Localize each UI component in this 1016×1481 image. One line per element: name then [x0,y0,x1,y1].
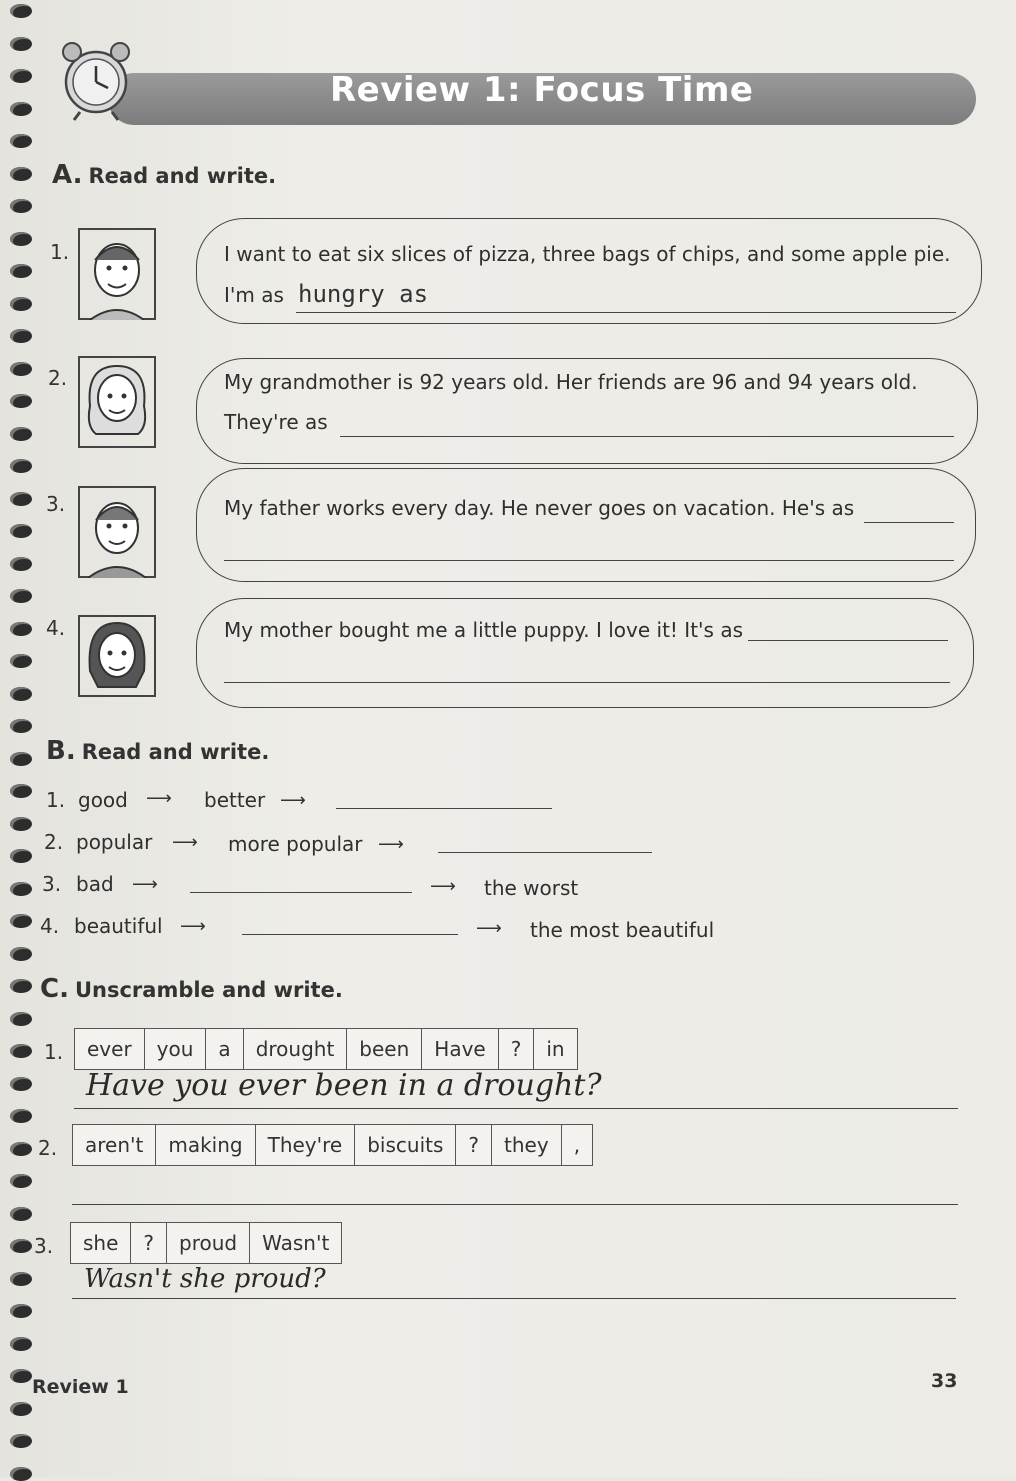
binding-ring [10,752,32,766]
b2-word-1: popular [76,830,153,854]
section-c-letter: C. [40,974,69,1004]
binding-ring [10,232,32,246]
scrambled-word: making [156,1125,255,1166]
section-b-letter: B. [46,736,76,766]
c1-answer[interactable]: Have you ever been in a drought? [86,1068,602,1103]
binding-ring [10,1304,32,1318]
section-c-title: Unscramble and write. [74,978,343,1002]
a1-sentence: I want to eat six slices of pizza, three bags of chips, and some apple pie. [224,242,951,266]
a4-answer-line[interactable] [748,640,948,641]
scrambled-word: Have [422,1029,498,1070]
arrow-icon: ⟶ [146,788,172,809]
binding-ring [10,719,32,733]
scrambled-word: biscuits [355,1125,456,1166]
scrambled-word: ever [75,1029,145,1070]
binding-ring [10,1012,32,1026]
binding-ring [10,1077,32,1091]
scrambled-word: in [534,1029,577,1070]
binding-ring [10,622,32,636]
scrambled-word: Wasn't [250,1223,342,1264]
c2-word-box [72,1124,593,1166]
binding-ring [10,199,32,213]
arrow-icon: ⟶ [378,834,404,855]
section-a-title: Read and write. [88,164,277,188]
scrambled-word: proud [167,1223,250,1264]
binding-ring [10,4,32,18]
binding-ring [10,69,32,83]
a3-sentence: My father works every day. He never goes on vacation. He's as [224,496,855,520]
c3-number: 3. [34,1234,54,1258]
c2-number: 2. [38,1136,58,1160]
binding-ring [10,589,32,603]
binding-ring [10,947,32,961]
binding-ring [10,37,32,51]
b1-word-1: good [78,788,128,812]
scrambled-word: ? [498,1029,534,1070]
binding-ring [10,1142,32,1156]
boy-face-icon [78,228,156,320]
a1-prompt: I'm as [224,283,284,307]
b2-answer-line[interactable] [438,852,652,853]
a4-answer-line-2[interactable] [224,682,950,683]
section-b-heading [46,736,269,766]
scrambled-word: they [492,1125,562,1166]
scrambled-word: been [347,1029,422,1070]
binding-ring [10,102,32,116]
b1-word-2: better [204,788,266,812]
b2-word-2: more popular [228,832,363,856]
scrambled-word: ? [456,1125,492,1166]
binding-ring [10,1369,32,1383]
section-a-letter: A. [52,160,83,190]
binding-ring [10,427,32,441]
speech-bubble [196,468,976,582]
arrow-icon: ⟶ [180,916,206,937]
section-a-heading [52,160,276,190]
binding-ring [10,654,32,668]
scrambled-word: They're [255,1125,355,1166]
binding-ring [10,1434,32,1448]
scrambled-word: aren't [73,1125,156,1166]
scrambled-word: drought [243,1029,347,1070]
binding-ring [10,1402,32,1416]
binding-ring [10,914,32,928]
binding-ring [10,1207,32,1221]
b1-number: 1. [46,788,66,812]
binding-ring [10,492,32,506]
binding-ring [10,362,32,376]
a2-sentence: My grandmother is 92 years old. Her friends are 96 and 94 years old. [224,370,918,394]
footer-label: Review 1 [32,1376,129,1398]
binding-ring [10,849,32,863]
binding-ring [10,557,32,571]
c3-word-box [70,1222,342,1264]
scrambled-word: ? [131,1223,167,1264]
binding-ring [10,1044,32,1058]
a2-answer-line[interactable] [340,436,954,437]
arrow-icon: ⟶ [132,874,158,895]
speech-bubble [196,598,974,708]
scrambled-word: a [206,1029,243,1070]
binding-ring [10,134,32,148]
c3-answer[interactable]: Wasn't she proud? [84,1264,326,1294]
binding-ring [10,817,32,831]
arrow-icon: ⟶ [172,832,198,853]
scrambled-word: she [71,1223,131,1264]
b4-answer-line[interactable] [242,934,458,935]
binding-ring [10,329,32,343]
b4-word-3: the most beautiful [530,918,715,942]
b4-number: 4. [40,914,60,938]
a4-sentence: My mother bought me a little puppy. I love it! It's as [224,618,743,642]
arrow-icon: ⟶ [476,918,502,939]
arrow-icon: ⟶ [430,876,456,897]
a2-number: 2. [48,366,68,390]
a3-answer-line-2[interactable] [224,560,954,561]
c1-number: 1. [44,1040,64,1064]
binding-ring [10,1272,32,1286]
man-face-icon [78,486,156,578]
binding-ring [10,297,32,311]
binding-ring [10,167,32,181]
scrambled-word: you [144,1029,206,1070]
binding-ring [10,1337,32,1351]
c1-answer-line[interactable] [74,1108,958,1109]
page-number: 33 [931,1370,958,1392]
woman-face-icon [78,610,156,702]
binding-ring [10,264,32,278]
scrambled-word: , [561,1125,592,1166]
binding-ring [10,687,32,701]
a2-prompt: They're as [224,410,328,434]
speech-bubble [196,218,982,324]
binding-ring [10,524,32,538]
section-c-heading [40,974,343,1004]
a1-number: 1. [50,240,70,264]
binding-ring [10,459,32,473]
alarm-clock-icon [50,30,142,122]
a3-answer-line[interactable] [864,522,954,523]
b1-answer-line[interactable] [336,808,552,809]
b3-answer-line[interactable] [190,892,412,893]
binding-ring [10,394,32,408]
section-b-title: Read and write. [81,740,270,764]
b2-number: 2. [44,830,64,854]
binding-ring [10,1174,32,1188]
binding-ring [10,979,32,993]
page-title: Review 1: Focus Time [330,70,754,110]
binding-ring [10,1467,32,1481]
b4-word-1: beautiful [74,914,163,938]
arrow-icon: ⟶ [280,790,306,811]
c2-answer-line[interactable] [72,1204,958,1205]
c1-word-box [74,1028,578,1070]
a1-answer-line [296,312,956,313]
b3-word-1: bad [76,872,114,896]
binding-ring [10,1239,32,1253]
a1-answer[interactable]: hungry as [298,280,429,308]
girl-face-icon [78,356,156,448]
b3-word-3: the worst [484,876,579,900]
binding-ring [10,784,32,798]
binding-ring [10,882,32,896]
binding-ring [10,1109,32,1123]
c3-answer-line[interactable] [72,1298,956,1299]
a3-number: 3. [46,492,66,516]
a4-number: 4. [46,616,66,640]
b3-number: 3. [42,872,62,896]
